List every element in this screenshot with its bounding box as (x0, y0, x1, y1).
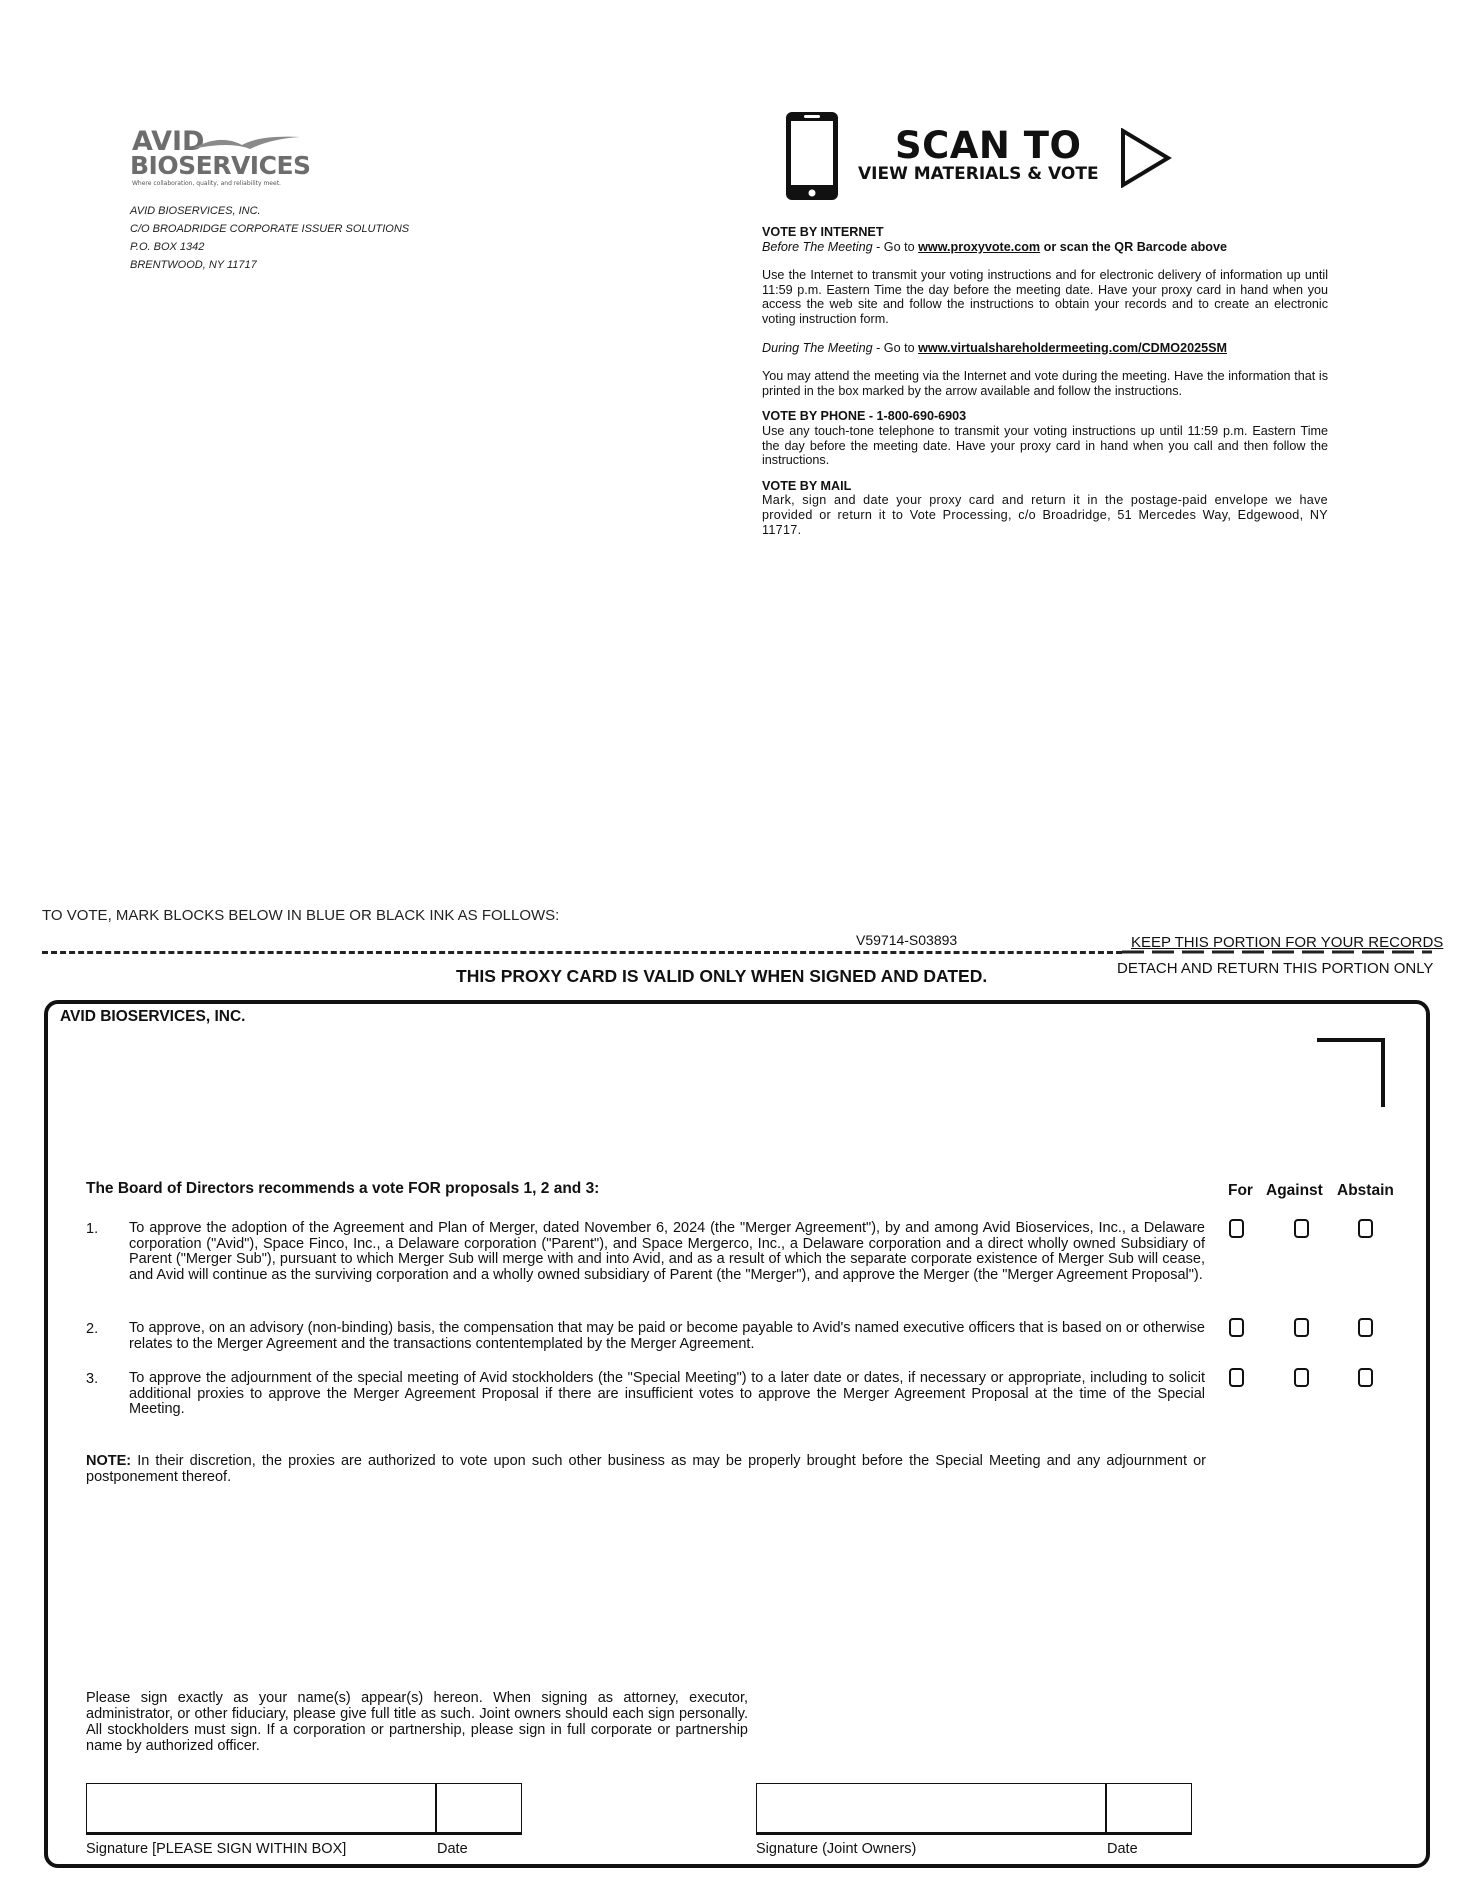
signature-box[interactable] (86, 1783, 436, 1835)
joint-date-label: Date (1107, 1841, 1138, 1857)
vote-mail-heading: VOTE BY MAIL (762, 478, 852, 493)
proxyvote-link[interactable]: www.proxyvote.com (918, 239, 1041, 254)
detach-return-label: DETACH AND RETURN THIS PORTION ONLY (1117, 960, 1434, 977)
proposal-3-abstain-checkbox[interactable] (1358, 1368, 1373, 1387)
proposal-2-abstain-checkbox[interactable] (1358, 1318, 1373, 1337)
keep-portion-label: KEEP THIS PORTION FOR YOUR RECORDS (1131, 934, 1444, 951)
proposal-number: 3. (86, 1371, 99, 1387)
note-text (86, 1453, 1206, 1485)
phone-icon (784, 110, 840, 202)
vote-internet-section (762, 225, 1328, 537)
mark-instructions: TO VOTE, MARK BLOCKS BELOW IN BLUE OR BLACK INK AS FOLLOWS: (42, 907, 560, 924)
logo-tagline: Where collaboration, quality, and reliability meet. (132, 180, 281, 187)
proposal-number: 1. (86, 1221, 99, 1237)
vote-phone-heading: VOTE BY PHONE - 1-800-690-6903 (762, 409, 967, 424)
proposal-1-abstain-checkbox[interactable] (1358, 1219, 1373, 1238)
date-label: Date (437, 1841, 468, 1857)
joint-signature-label: Signature (Joint Owners) (756, 1841, 917, 1857)
sign-instructions: Please sign exactly as your name(s) appear(s) hereon. When signing as attorney, executor, administrator, or other fiduciary, please give full title as such. Joint owners should each sign personally. All stockholders must sign. If a corporation or partnership, please sign in full corporate or partnership name by authorized officer. (86, 1690, 748, 1754)
corner-mark (1317, 1038, 1385, 1107)
signature-label: Signature [PLEASE SIGN WITHIN BOX] (86, 1841, 347, 1857)
board-recommendation: The Board of Directors recommends a vote FOR proposals 1, 2 and 3: (86, 1180, 600, 1197)
joint-signature-box[interactable] (756, 1783, 1106, 1835)
note-body: In their discretion, the proxies are authorized to vote upon such other business as may be properly brought before the Special Meeting and any adjournment or postponement thereof. (86, 1453, 1206, 1485)
go-to-text: - Go to (872, 239, 919, 254)
during-meeting-label: During The Meeting (762, 340, 873, 355)
proposal-text: To approve the adoption of the Agreement and Plan of Merger, dated November 6, 2024 (the "Merger Agreement"), by and among Avid Bioservices, Inc., a Delaware corporation ("Avid"), Space Finco, Inc., a Delaware corporation ("Parent"), and Space Mergerco, Inc., a Delaware corporation and a direct wholly owned Subsidiary of Parent ("Merger Sub"), pursuant to which Merger Sub will merge with and into Avid, and as a result of which the separate corporate existence of Merger Sub will cease, and Avid will continue as the surviving corporation and a wholly owned subsidiary of Parent (the "Merger"), and approve the Merger (the "Merger Agreement Proposal"). (129, 1220, 1205, 1283)
detach-line (42, 951, 1122, 954)
vote-phone-text: Use any touch-tone telephone to transmit your voting instructions up until 11:59 p.m. Eastern Time the day before the meeting date. Have your proxy card in hand when you call and then follow the instructions. (762, 423, 1328, 468)
address-line-3: P.O. BOX 1342 (130, 241, 205, 253)
proposal-2-for-checkbox[interactable] (1229, 1318, 1244, 1337)
address-line-4: BRENTWOOD, NY 11717 (130, 259, 257, 271)
address-line-2: C/O BROADRIDGE CORPORATE ISSUER SOLUTIONS (130, 223, 410, 235)
go-to-text-2: - Go to (872, 340, 919, 355)
card-company-name: AVID BIOSERVICES, INC. (60, 1008, 246, 1025)
before-meeting-text: Use the Internet to transmit your voting instructions and for electronic delivery of information up until 11:59 p.m. Eastern Time the day before the meeting date. Have your proxy card in hand when you access the web site and follow the instructions to obtain your records and to create an electronic voting instruction form. (762, 268, 1328, 326)
during-meeting-line (762, 341, 1328, 356)
proposal-3-for-checkbox[interactable] (1229, 1368, 1244, 1387)
before-meeting-suffix: or scan the QR Barcode above (1040, 239, 1227, 254)
before-meeting-label: Before The Meeting (762, 239, 873, 254)
vote-mail-text: Mark, sign and date your proxy card and return it in the postage-paid envelope we have provided or return it to Vote Processing, c/o Broadridge, 51 Mercedes Way, Edgewood, NY 11717. (762, 493, 1328, 537)
arrow-right-icon (1120, 128, 1172, 188)
before-meeting-line (762, 240, 1328, 255)
proposal-3-against-checkbox[interactable] (1294, 1368, 1309, 1387)
valid-notice: THIS PROXY CARD IS VALID ONLY WHEN SIGNED AND DATED. (456, 966, 988, 986)
proposal-2-against-checkbox[interactable] (1294, 1318, 1309, 1337)
proposal-number: 2. (86, 1321, 99, 1337)
address-line-1: AVID BIOSERVICES, INC. (130, 205, 261, 217)
note-label: NOTE: (86, 1453, 132, 1469)
scan-subtitle: VIEW MATERIALS & VOTE (858, 164, 1099, 184)
proposal-text: To approve the adjournment of the special meeting of Avid stockholders (the "Special Meeting") to a later date or dates, if necessary or appropriate, including to solicit additional proxies to approve the Merger Agreement Proposal if there are insufficient votes to approve the Merger Agreement Proposal at the time of the Special Meeting. (129, 1370, 1205, 1417)
column-for: For (1228, 1182, 1253, 1199)
column-against: Against (1266, 1182, 1323, 1199)
vote-internet-heading: VOTE BY INTERNET (762, 225, 884, 239)
proposal-1-for-checkbox[interactable] (1229, 1219, 1244, 1238)
logo-wing-icon (190, 131, 302, 153)
during-meeting-text: You may attend the meeting via the Internet and vote during the meeting. Have the information that is printed in the box marked by the arrow available and follow the instructions. (762, 369, 1328, 398)
scan-title: SCAN TO (895, 124, 1082, 167)
virtual-meeting-link[interactable]: www.virtualshareholdermeeting.com/CDMO2025SM (918, 340, 1227, 355)
logo-text-avid: AVID (132, 126, 205, 157)
column-abstain: Abstain (1337, 1182, 1394, 1199)
date-box[interactable] (436, 1783, 522, 1835)
proposal-1-against-checkbox[interactable] (1294, 1219, 1309, 1238)
logo-text-bioservices: BIOSERVICES (130, 151, 311, 180)
joint-date-box[interactable] (1106, 1783, 1192, 1835)
proposal-text: To approve, on an advisory (non-binding) basis, the compensation that may be paid or become payable to Avid's named executive officers that is based on or otherwise relates to the Merger Agreement and the transactions contentemplated by the Merger Agreement. (129, 1320, 1205, 1352)
control-number: V59714-S03893 (856, 932, 958, 948)
